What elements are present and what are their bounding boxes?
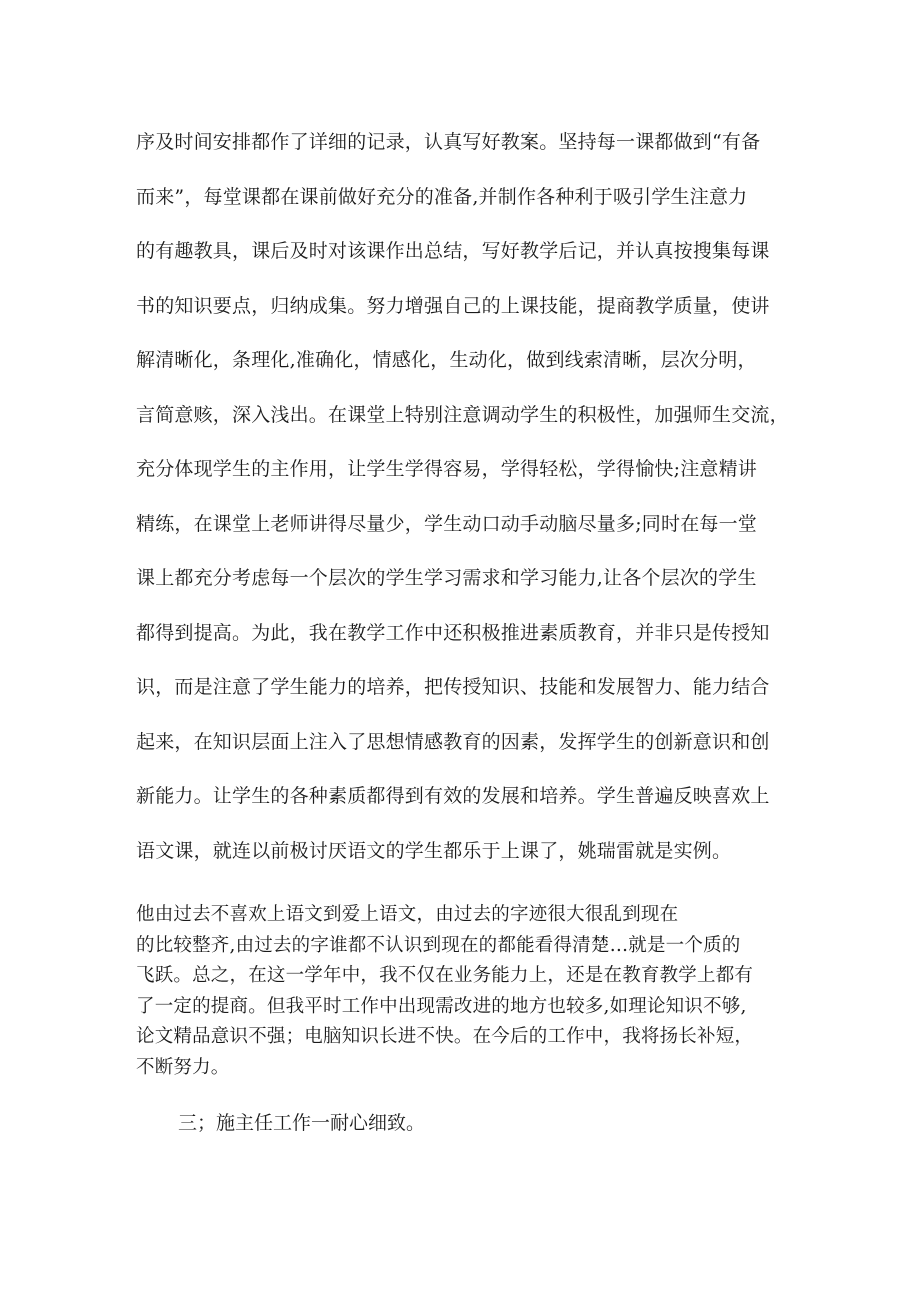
- text-line: 的有趣教具，课后及时对该课作出总结，写好教学后记，并认真按搜集每课: [136, 240, 770, 262]
- text-line: 解清晰化，条理化,准确化，情感化，生动化，做到线索清晰，层次分明，: [136, 349, 757, 371]
- text-line: 了一定的提商。但我平时工作中出现需改进的地方也较多,如理论知识不够,: [136, 995, 747, 1017]
- text-line: 而来”，每堂课都在课前做好充分的准备,并制作各种利于吸引学生注意力: [136, 185, 748, 208]
- text-line: 的比较整齐,由过去的字谁都不认识到现在的都能看得清楚…就是一个质的: [136, 934, 741, 956]
- text-line: 起来，在知识层面上注入了思想情感教育的因素，发挥学生的创新意识和创: [136, 730, 770, 753]
- paragraph-summary: [136, 900, 796, 1083]
- text-line: 课上都充分考虑每一个层次的学生学习需求和学习能力,让各个层次的学生: [136, 567, 757, 589]
- text-line: 不断努力。: [136, 1056, 230, 1078]
- text-line: 书的知识要点，归纳成集。努力增强自己的上课技能，提商教学质量，使讲: [136, 294, 770, 317]
- text-line: 充分体现学生的主作用，让学生学得容易，学得轻松，学得愉快;注意精讲: [136, 458, 758, 480]
- text-line: 都得到提高。为此，我在教学工作中还积极推进素质教育，并非只是传授知: [136, 621, 770, 644]
- text-line: 精练，在课堂上老师讲得尽量少，学生动口动手动脑尽量多;同时在每一堂: [136, 512, 758, 535]
- text-line: 他由过去不喜欢上语文到爱上语文，由过去的字迹很大很乱到现在: [136, 904, 679, 925]
- text-line: 言简意赅，深入浅出。在课堂上特别注意调动学生的积极性，加强师生交流，: [136, 403, 789, 426]
- text-line: 新能力。让学生的各种素质都得到有效的发展和培养。学生普遍反映喜欢上: [136, 785, 770, 807]
- section-heading: 三；施主任工作一耐心细致。: [178, 1112, 426, 1134]
- text-line: 语文课，就连以前极讨厌语文的学生都乐于上课了，姚瑞雷就是实例。: [136, 839, 732, 862]
- text-line: 识，而是注意了学生能力的培养，把传授知识、技能和发展智力、能力结合: [136, 676, 770, 698]
- paragraph-teaching-preparation: [136, 115, 792, 878]
- text-line: 飞跃。总之，在这一学年中，我不仅在业务能力上，还是在教育教学上都有: [136, 965, 754, 986]
- text-line: 论文精品意识不强；电脑知识长进不快。在今后的工作中，我将扬长补短，: [136, 1026, 754, 1047]
- text-line: 序及时间安排都作了详细的记录，认真写好教案。坚持每一课都做到“有备: [136, 131, 761, 153]
